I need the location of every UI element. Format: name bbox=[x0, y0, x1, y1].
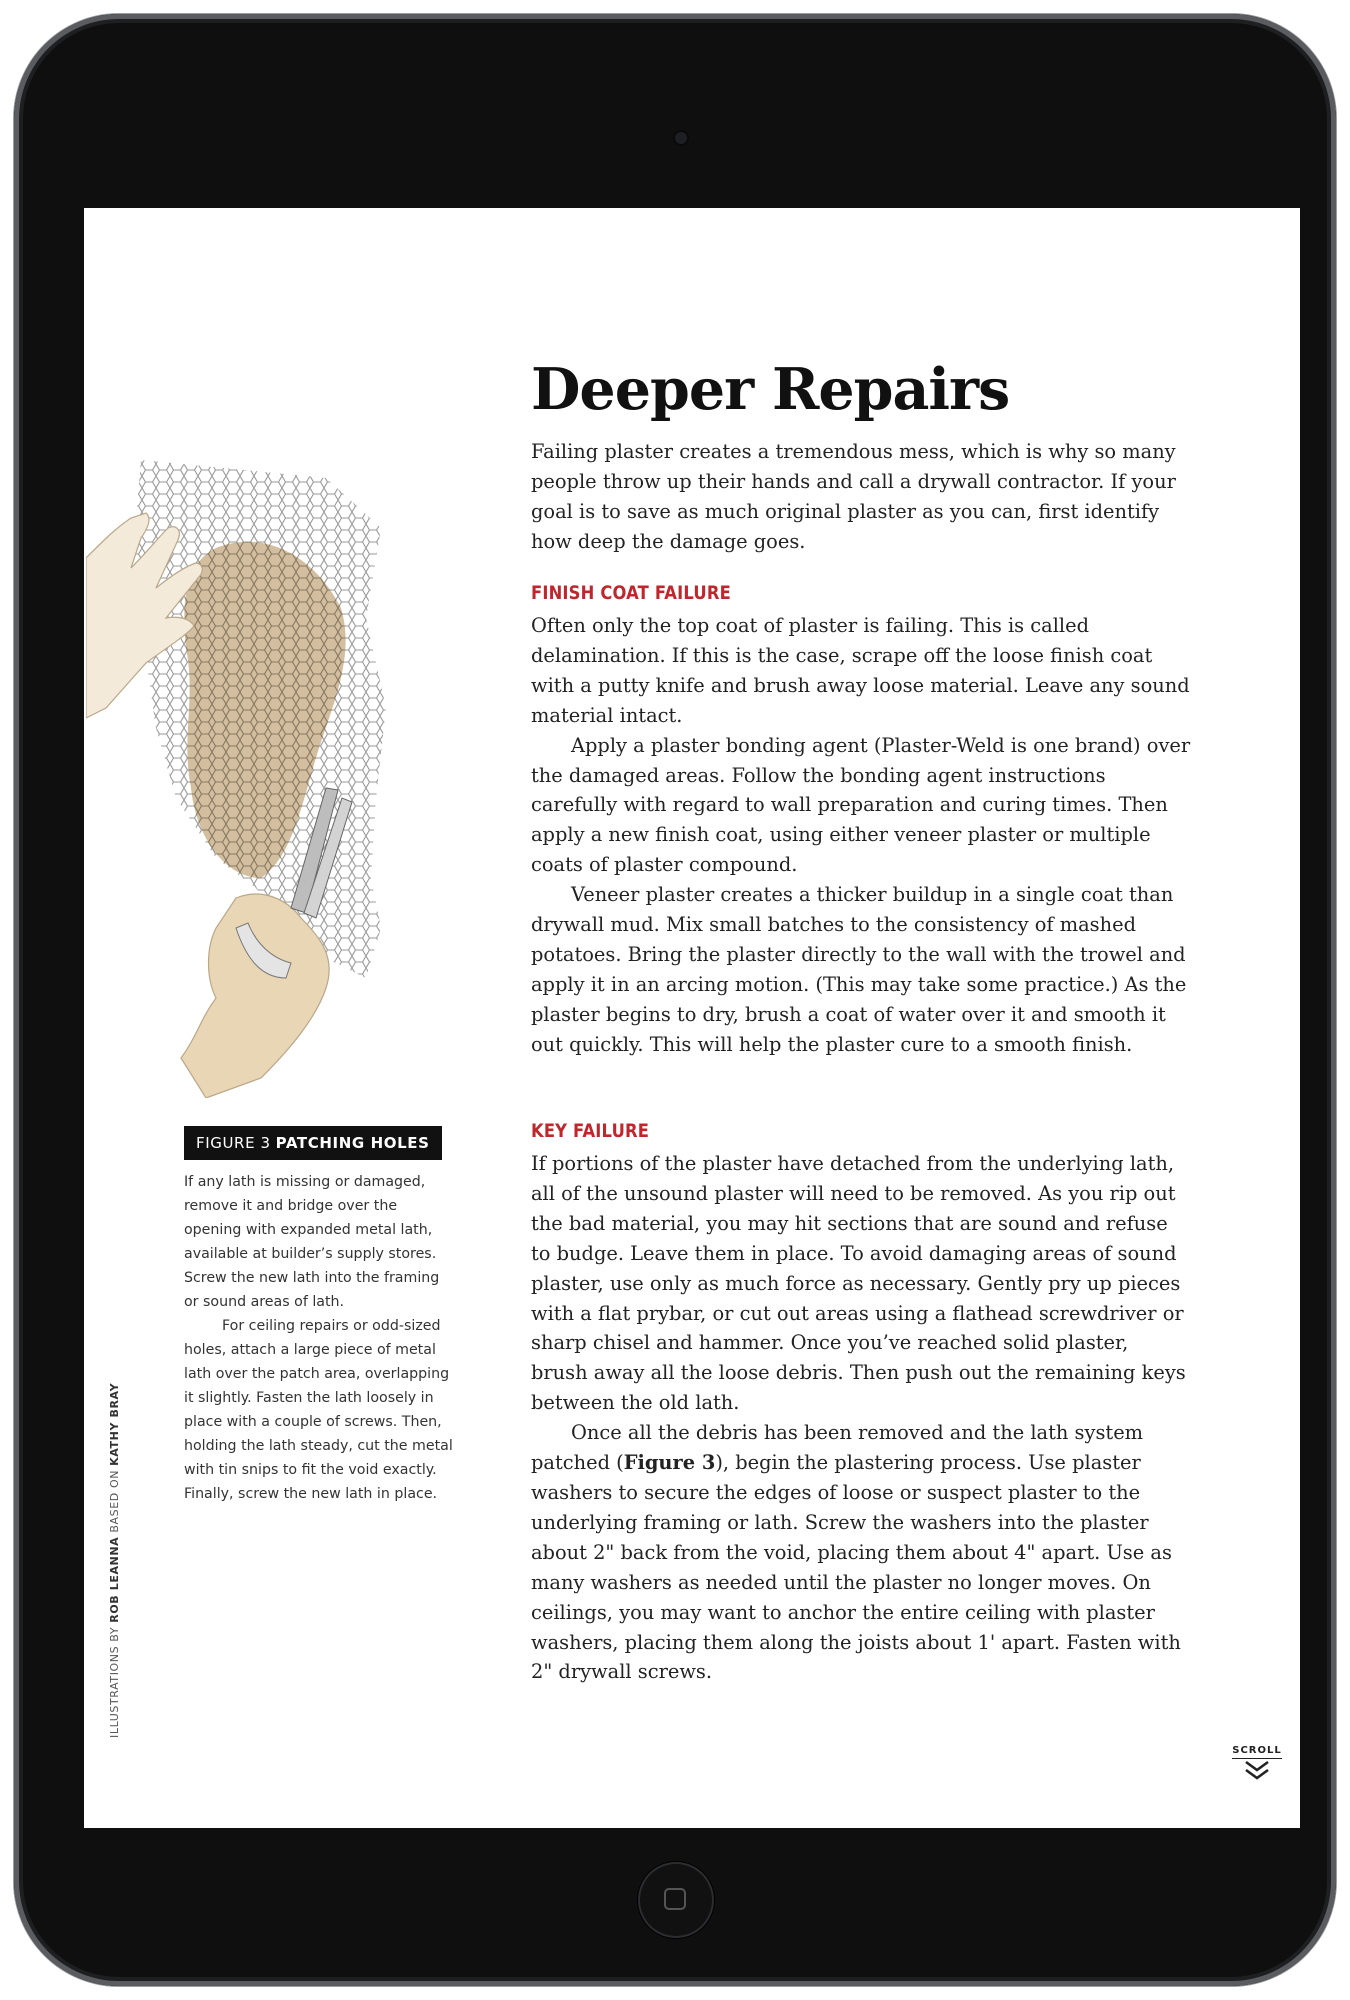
body-paragraph bbox=[531, 1418, 1191, 1687]
body-text: Once all the debris has been removed and the lath system patched ( bbox=[531, 1421, 1144, 1475]
credit-prefix: ILLUSTRATIONS BY bbox=[108, 1626, 121, 1738]
figure-reference: Figure 3 bbox=[623, 1451, 716, 1475]
magazine-page[interactable] bbox=[84, 208, 1300, 1828]
body-paragraph: Apply a plaster bonding agent (Plaster-Weld is one brand) over the damaged areas. Follow the bonding agent instructions carefully with regard to wall preparation and curing times. Then apply a new finish coat, using either veneer plaster or multiple coats of plaster compound. bbox=[531, 733, 1191, 877]
section-heading-finish-coat: FINISH COAT FAILURE bbox=[531, 582, 731, 604]
home-button-icon[interactable] bbox=[638, 1862, 714, 1938]
figure-title: PATCHING HOLES bbox=[275, 1134, 430, 1152]
figure-caption-paragraph: If any lath is missing or damaged, remove it and bridge over the opening with expanded metal lath, available at builder’s supply stores. Screw the new lath into the framing or sound areas of lath. bbox=[184, 1174, 440, 1310]
body-paragraph: Veneer plaster creates a thicker buildup in a single coat than drywall mud. Mix small batches to the consistency of mashed potatoes. Bring the plaster directly to the wall with the trowel and apply it in an arcing motion. (This may take some practice.) As the plaster begins to dry, brush a coat of water over it and smooth it out quickly. This will help the plaster cure to a smooth finish. bbox=[531, 883, 1187, 1056]
article-title: Deeper Repairs bbox=[531, 356, 1010, 423]
body-paragraph: Often only the top coat of plaster is failing. This is called delamination. If this is the case, scrape off the loose finish coat with a putty knife and brush away loose material. Leave any sound material intact. bbox=[531, 614, 1190, 727]
scroll-chevron-icon bbox=[1242, 1759, 1272, 1781]
body-paragraph: If portions of the plaster have detached from the underlying lath, all of the unsound plaster will need to be removed. As you rip out the bad material, you may hit sections that are sound and refuse to budge. Leave them in place. To avoid damaging areas of sound plaster, use only as much force as necessary. Gently pry up pieces with a flat prybar, or cut out areas using a flathead screwdriver or sharp chisel and hammer. Once you’ve reached solid plaster, brush away all the loose debris. Then push out the remaining keys between the old lath. bbox=[531, 1152, 1186, 1415]
home-square-glyph bbox=[664, 1888, 686, 1910]
patching-illustration bbox=[86, 458, 536, 1098]
illustration-credit bbox=[108, 1383, 121, 1738]
credit-artist-2: KATHY BRAY bbox=[108, 1382, 121, 1466]
figure-caption bbox=[184, 1170, 456, 1506]
camera-icon bbox=[675, 132, 687, 144]
credit-middle: BASED ON bbox=[108, 1469, 121, 1533]
section-finish-coat-body bbox=[531, 611, 1191, 1060]
body-text: ), begin the plastering process. Use plaster washers to secure the edges of loose or suspect plaster to the underlying framing or lath. Screw the washers into the plaster about 2" back from the void, placing them about 4" apart. Use as many washers as needed until the plaster no longer moves. On ceilings, you may want to anchor the entire ceiling with plaster washers, placing them along the joists about 1' apart. Fasten with 2" drywall screws. bbox=[531, 1451, 1181, 1684]
scroll-label: SCROLL bbox=[1232, 1745, 1282, 1759]
figure-number: FIGURE 3 bbox=[196, 1134, 271, 1152]
section-key-failure-body bbox=[531, 1149, 1191, 1687]
scroll-indicator[interactable] bbox=[1230, 1738, 1284, 1785]
credit-artist-1: ROB LEANNA bbox=[108, 1536, 121, 1623]
tablet-device bbox=[14, 14, 1336, 1986]
article-intro bbox=[531, 437, 1191, 557]
section-heading-key-failure: KEY FAILURE bbox=[531, 1120, 650, 1142]
figure-caption-paragraph: For ceiling repairs or odd-sized holes, attach a large piece of metal lath over the patch area, overlapping it slightly. Fasten the lath loosely in place with a couple of screws. Then, holding the lath steady, cut the metal with tin snips to fit the void exactly. Finally, screw the new lath in place. bbox=[184, 1318, 453, 1502]
intro-paragraph: Failing plaster creates a tremendous mess, which is why so many people throw up their hands and call a drywall contractor. If your goal is to save as much original plaster as you can, first identify how deep the damage goes. bbox=[531, 440, 1176, 553]
figure-label-box bbox=[184, 1126, 442, 1160]
